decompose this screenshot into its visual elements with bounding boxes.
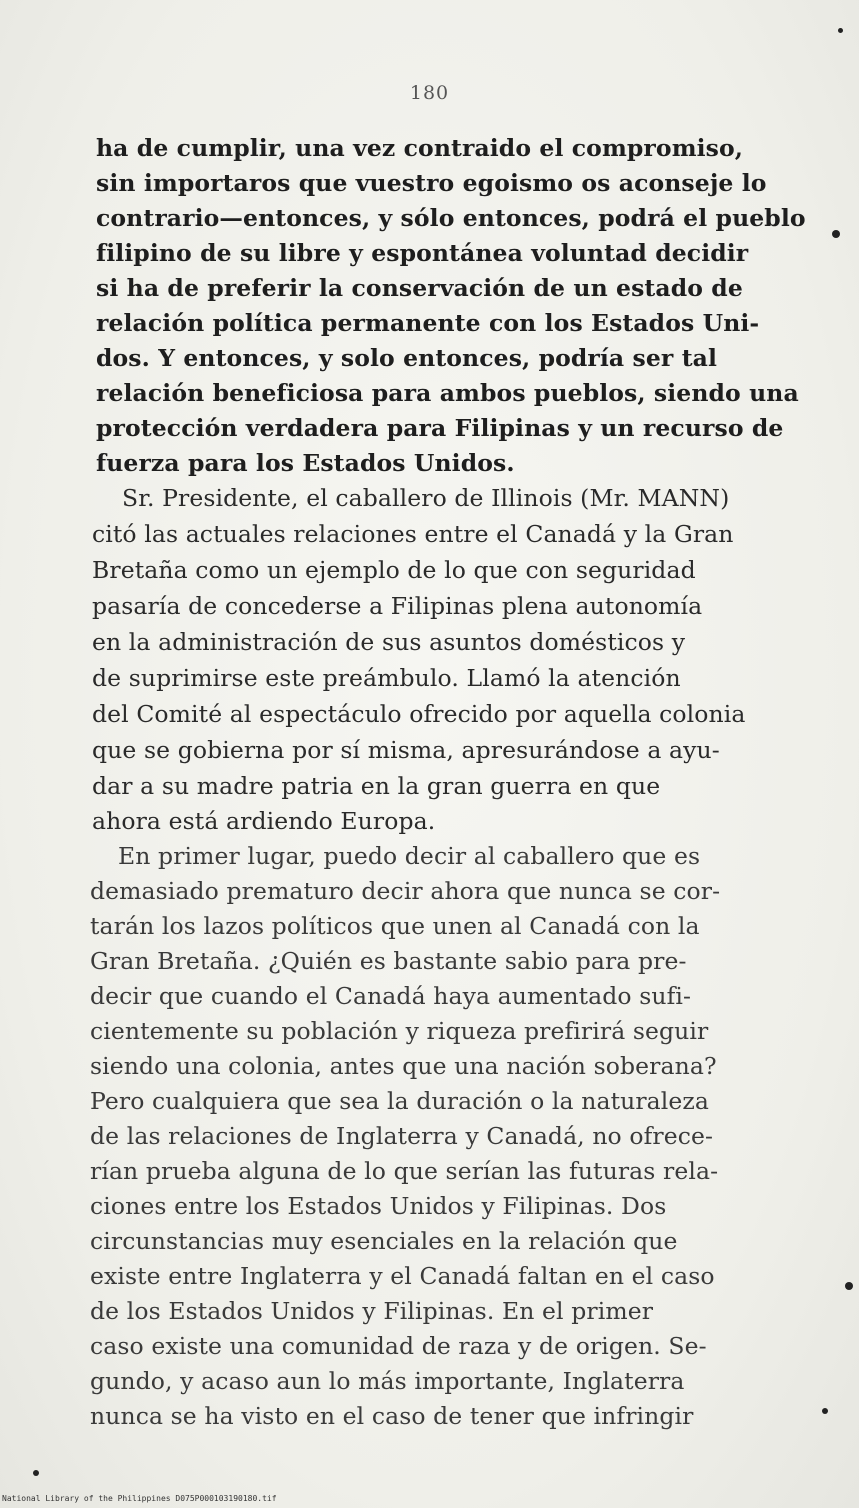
text-line: En primer lugar, puedo decir al caballero que es <box>118 842 701 870</box>
text-line: demasiado prematuro decir ahora que nunca se cor- <box>90 877 721 905</box>
text-line: de los Estados Unidos y Filipinas. En el primer <box>90 1297 654 1325</box>
text-line: de las relaciones de Inglaterra y Canadá, no ofrece- <box>90 1122 714 1150</box>
text-line: filipino de su libre y espontánea voluntad decidir <box>96 239 749 267</box>
text-line: que se gobierna por sí misma, apresurándose a ayu- <box>92 736 720 764</box>
text-line: Bretaña como un ejemplo de lo que con seguridad <box>92 556 696 584</box>
page-number: 180 <box>409 82 450 104</box>
text-line: existe entre Inglaterra y el Canadá faltan en el caso <box>90 1262 715 1290</box>
text-line: contrario—entonces, y sólo entonces, podrá el pueblo <box>96 204 806 232</box>
text-line: nunca se ha visto en el caso de tener que infringir <box>90 1402 694 1430</box>
text-line: sin importaros que vuestro egoismo os aconseje lo <box>96 169 767 197</box>
text-line: si ha de preferir la conservación de un estado de <box>96 274 743 302</box>
text-line: relación beneficiosa para ambos pueblos, siendo una <box>96 379 799 407</box>
text-line: caso existe una comunidad de raza y de origen. Se- <box>90 1332 707 1360</box>
text-line: ciones entre los Estados Unidos y Filipinas. Dos <box>90 1192 667 1220</box>
text-line: dos. Y entonces, y solo entonces, podría ser tal <box>96 344 717 372</box>
scan-caption: National Library of the Philippines D075P000103190180.tif <box>2 1494 277 1503</box>
ink-speck-icon <box>822 1408 828 1414</box>
ink-speck-icon <box>845 1282 853 1290</box>
text-line: citó las actuales relaciones entre el Canadá y la Gran <box>92 520 734 548</box>
text-line: en la administración de sus asuntos domésticos y <box>92 628 686 656</box>
text-line: Pero cualquiera que sea la duración o la naturaleza <box>90 1087 710 1115</box>
text-line: ha de cumplir, una vez contraido el compromiso, <box>96 134 744 162</box>
text-line: relación política permanente con los Estados Uni- <box>96 309 760 337</box>
text-line: gundo, y acaso aun lo más importante, Inglaterra <box>90 1367 685 1395</box>
text-line: siendo una colonia, antes que una nación soberana? <box>90 1052 717 1080</box>
text-line: rían prueba alguna de lo que serían las futuras rela- <box>90 1157 719 1185</box>
text-line: circunstancias muy esenciales en la relación que <box>90 1227 678 1255</box>
text-line: ahora está ardiendo Europa. <box>92 807 436 835</box>
text-line: protección verdadera para Filipinas y un recurso de <box>96 414 784 442</box>
text-line: del Comité al espectáculo ofrecido por aquella colonia <box>92 700 746 728</box>
text-line: de suprimirse este preámbulo. Llamó la atención <box>92 664 681 692</box>
text-line: Sr. Presidente, el caballero de Illinois (Mr. MANN) <box>122 484 730 512</box>
text-line: cientemente su población y riqueza prefirirá seguir <box>90 1017 709 1045</box>
ink-speck-icon <box>832 230 840 238</box>
text-line: dar a su madre patria en la gran guerra en que <box>92 772 661 800</box>
text-line: Gran Bretaña. ¿Quién es bastante sabio para pre- <box>90 947 687 975</box>
ink-speck-icon <box>33 1470 39 1476</box>
ink-speck-icon <box>838 28 843 33</box>
text-line: fuerza para los Estados Unidos. <box>96 449 515 477</box>
text-line: decir que cuando el Canadá haya aumentado sufi- <box>90 982 692 1010</box>
text-line: pasaría de concederse a Filipinas plena autonomía <box>92 592 703 620</box>
text-line: tarán los lazos políticos que unen al Canadá con la <box>90 912 700 940</box>
